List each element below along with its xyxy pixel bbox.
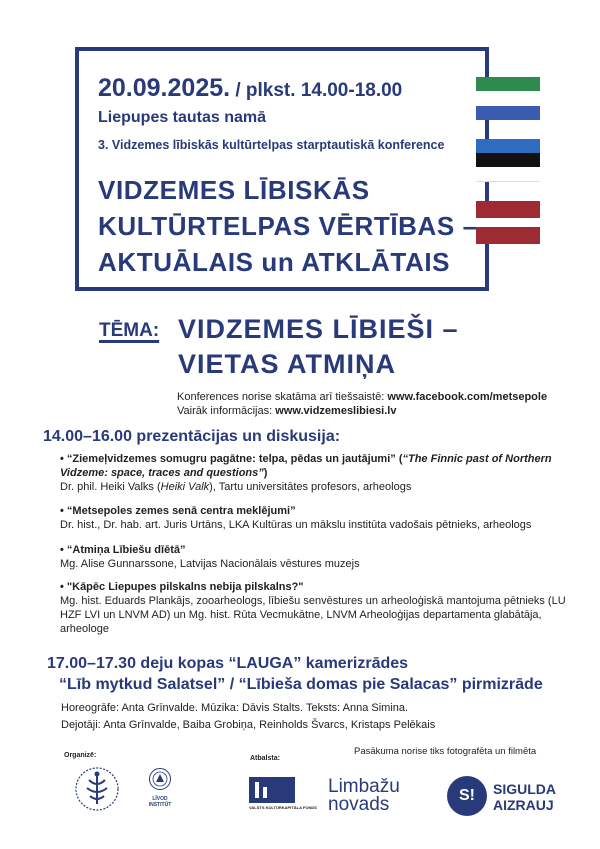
- website-link[interactable]: www.vidzemeslibiesi.lv: [275, 405, 397, 417]
- section-dance-subheading: “Līb mytkud Salatsel” / “Lībieša domas pie Salacas” pirmizrāde: [59, 676, 543, 693]
- presentation-item: [60, 543, 580, 571]
- presentation-item: [60, 504, 580, 532]
- vidzemes-libiska-logo: [74, 766, 120, 812]
- institute-seal-icon: [148, 767, 172, 791]
- limbazu-novads-logo: [328, 778, 418, 814]
- aizrauj-text: AIZRAUJ: [493, 797, 554, 813]
- emblem-icon: [74, 766, 120, 812]
- stream-text: Konferences norise skatāma arī tiešsaistē:: [177, 391, 388, 403]
- presentation-title: • “Metsepoles zemes senā centra meklējumi”: [60, 505, 296, 517]
- estonian-flag: [476, 139, 540, 182]
- livonian-flag: [476, 77, 540, 120]
- more-text: Vairāk informācijas:: [177, 405, 276, 417]
- presentation-title: • "Kāpēc Liepupes pilskalns nebija pilskalns?": [60, 581, 304, 593]
- presentation-item: [60, 452, 580, 494]
- theme-line-1: VIDZEMES LĪBIEŠI –: [178, 314, 459, 344]
- event-date: [98, 74, 402, 103]
- presentation-speaker: Mg. hist. Eduards Plankājs, zooarheologs, lībiešu senvēstures un arheoloģiskā mantojuma pētnieks (LU HZF LVI un LNVM AD) un Mg. hist. Rūta Vecmukātne, LNVM Arheoloģijas departamenta glabātāja, arheologe: [60, 595, 566, 635]
- speaker-italic: Heiki Valk: [160, 481, 210, 493]
- presentation-title-end: ): [263, 467, 268, 479]
- presentation-title-lv: • “Ziemeļvidzemes somugru pagātne: telpa, pēdas un jautājumi” (: [60, 453, 403, 465]
- dance-credits: Horeogrāfe: Anta Grīnvalde. Mūzika: Dāvis Stalts. Teksts: Anna Simina.: [61, 702, 409, 714]
- vkkf-text: VALSTS KULTŪRKAPITĀLA FONDS: [249, 805, 317, 810]
- livod-institut-logo: [138, 767, 182, 815]
- supporters-label: Atbalsta:: [250, 755, 280, 762]
- presentation-title: [60, 452, 580, 480]
- flags-column: [476, 77, 540, 263]
- vkkf-logo: [249, 777, 317, 810]
- section-dance-heading: 17.00–17.30 deju kopas “LAUGA” kamerizrādes: [47, 655, 409, 672]
- facebook-link[interactable]: www.facebook.com/metsepole: [387, 391, 548, 403]
- theme-label: TĒMA:: [99, 320, 160, 341]
- title-line-1: VIDZEMES LĪBISKĀS: [98, 175, 370, 205]
- date-value: 20.09.2025.: [98, 74, 231, 102]
- time-value: / plkst. 14.00-18.00: [230, 80, 403, 101]
- vkkf-mark: [249, 777, 295, 803]
- photo-notice: Pasākuma norise tiks fotografēta un filmēta: [354, 746, 537, 757]
- presentation-title: • “Atmiņa Lībiešu dīētā”: [60, 544, 186, 556]
- limbazu-text: Limbažu: [328, 776, 400, 797]
- theme-line-2: VIETAS ATMIŅA: [178, 349, 396, 379]
- sigulda-mark-icon: S!: [447, 776, 487, 816]
- presentation-speaker: Mg. Alise Gunnarssone, Latvijas Nacionālais vēstures muzejs: [60, 558, 360, 570]
- sigulda-text: SIGULDA: [493, 781, 556, 797]
- presentation-item: [60, 580, 580, 636]
- organizers-label: Organizē:: [64, 752, 97, 759]
- section-presentations-heading: 14.00–16.00 prezentācijas un diskusija:: [43, 428, 341, 445]
- presentation-title-en: “The Finnic past of Northern Vidzeme: space, traces and questions”: [60, 453, 552, 479]
- conference-name: 3. Vidzemes lībiskās kultūrtelpas starptautiskā konference: [98, 138, 445, 152]
- novads-text: novads: [328, 794, 390, 815]
- dancers-list: Dejotāji: Anta Grīnvalde, Baiba Grobiņa, Reinholds Švarcs, Kristaps Pelēkais: [61, 719, 436, 731]
- stream-info: [177, 391, 547, 403]
- sigulda-logo: [493, 781, 556, 813]
- event-place: Liepupes tautas namā: [98, 109, 267, 126]
- livod-text-2: INSTITŪT: [148, 802, 172, 808]
- livod-text-1: LĪVOD: [152, 796, 168, 802]
- title-line-3: AKTUĀLAIS un ATKLĀTAIS: [98, 247, 451, 277]
- speaker-b: ), Tartu universitātes profesors, arheologs: [209, 481, 412, 493]
- presentation-speaker: Dr. hist., Dr. hab. art. Juris Urtāns, LKA Kultūras un mākslu institūta vadošais pētnieks, arheologs: [60, 519, 532, 531]
- speaker-a: Dr. phil. Heiki Valks (: [60, 481, 161, 493]
- latvian-flag: [476, 201, 540, 244]
- title-line-2: KULTŪRTELPAS VĒRTĪBAS –: [98, 211, 478, 241]
- more-info: [177, 405, 396, 417]
- presentation-speaker: [60, 480, 580, 494]
